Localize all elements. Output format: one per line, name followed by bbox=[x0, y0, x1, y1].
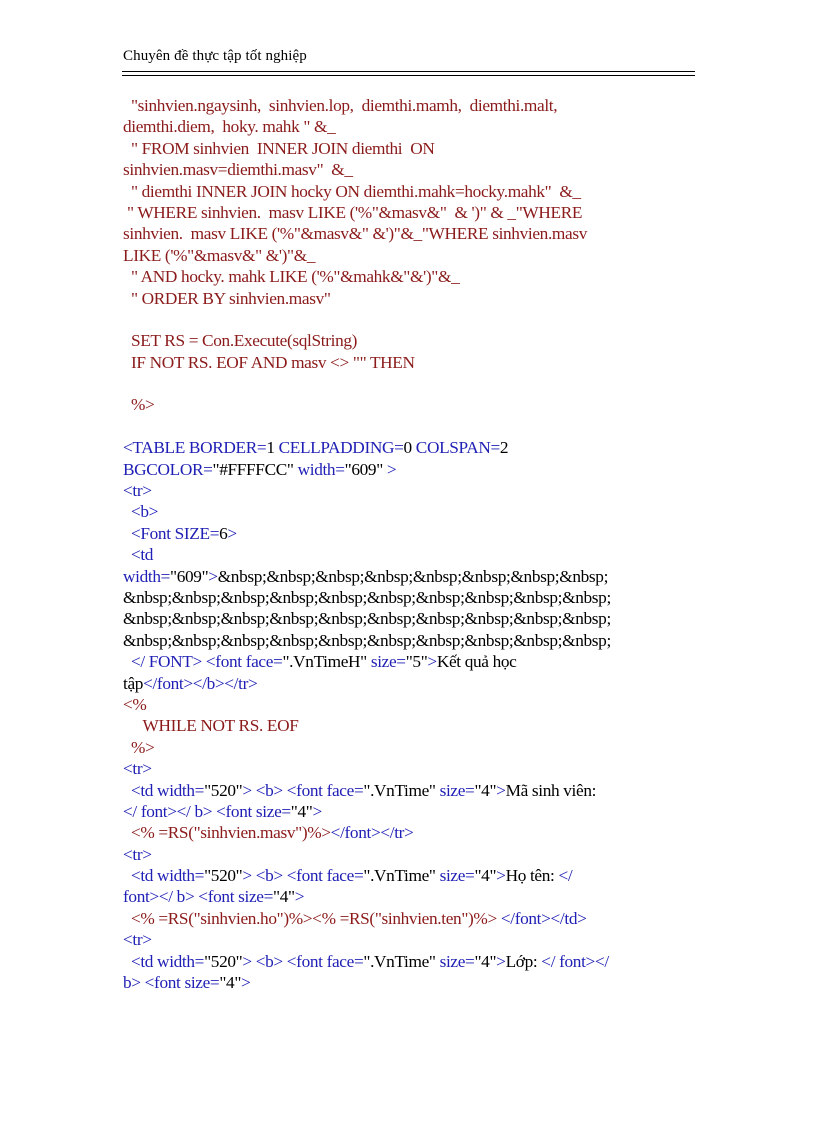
code-line bbox=[123, 394, 703, 415]
code-line bbox=[123, 223, 703, 244]
code-script: " FROM sinhvien INNER JOIN diemthi ON bbox=[130, 138, 435, 158]
code-script: " WHERE sinhvien. masv LIKE ('%"&masv&" & ')" & _"WHERE bbox=[126, 202, 583, 222]
code-line bbox=[123, 138, 703, 159]
code-script: <% =RS("sinhvien.masv")%> bbox=[130, 823, 331, 843]
code-line bbox=[123, 651, 703, 672]
code-line bbox=[123, 523, 703, 544]
code-text: "4" bbox=[474, 780, 497, 800]
code-text: &nbsp;&nbsp;&nbsp;&nbsp;&nbsp;&nbsp;&nbsp;&nbsp; bbox=[217, 566, 609, 586]
code-line bbox=[123, 972, 703, 993]
code-markup: <tr> bbox=[123, 759, 152, 779]
code-script: %> bbox=[130, 395, 155, 415]
code-script: "sinhvien.ngaysinh, sinhvien.lop, diemthi.mamh, diemthi.malt, bbox=[130, 96, 558, 115]
code-markup: > bbox=[312, 801, 322, 821]
code-markup: COLSPAN= bbox=[411, 438, 500, 458]
code-markup: > bbox=[496, 780, 506, 800]
code-markup: size= bbox=[366, 652, 406, 672]
code-line bbox=[123, 673, 703, 694]
code-indent bbox=[123, 353, 131, 372]
code-markup: </font></tr> bbox=[330, 823, 414, 843]
code-indent bbox=[123, 866, 131, 885]
code-markup: <tr> bbox=[123, 844, 152, 864]
code-line bbox=[123, 844, 703, 865]
code-markup: </font></b></tr> bbox=[143, 673, 258, 693]
code-line bbox=[123, 437, 703, 458]
code-script: LIKE ('%"&masv&" &')"&_ bbox=[123, 245, 316, 265]
code-markup: </ font></ b> <font size= bbox=[123, 801, 291, 821]
code-text: "4" bbox=[272, 887, 295, 907]
code-indent bbox=[123, 952, 131, 971]
code-markup: width= bbox=[123, 566, 171, 586]
code-line bbox=[123, 202, 703, 223]
code-line bbox=[123, 544, 703, 565]
code-text: "520" bbox=[204, 866, 243, 886]
code-markup: <td width= bbox=[130, 951, 205, 971]
code-indent bbox=[123, 96, 131, 115]
code-text: 2 bbox=[499, 438, 509, 458]
code-indent bbox=[123, 182, 131, 201]
code-line bbox=[123, 951, 703, 972]
code-script: <% bbox=[123, 694, 147, 714]
code-line bbox=[123, 908, 703, 929]
code-listing bbox=[123, 95, 703, 993]
code-markup: > <b> <font face= bbox=[242, 780, 364, 800]
code-line bbox=[123, 694, 703, 715]
code-line bbox=[123, 159, 703, 180]
code-markup: <tr> bbox=[123, 930, 152, 950]
code-line bbox=[123, 266, 703, 287]
code-text: tập bbox=[123, 673, 144, 693]
code-line bbox=[123, 116, 703, 137]
code-script: IF NOT RS. EOF AND masv <> "" THEN bbox=[130, 352, 415, 372]
code-text: "520" bbox=[204, 780, 243, 800]
code-markup: <Font SIZE= bbox=[130, 523, 220, 543]
code-markup: > bbox=[294, 887, 305, 907]
code-text: "609" bbox=[344, 459, 383, 479]
code-line bbox=[123, 822, 703, 843]
code-indent bbox=[123, 502, 131, 521]
code-markup: <td width= bbox=[130, 780, 205, 800]
code-text: &nbsp;&nbsp;&nbsp;&nbsp;&nbsp;&nbsp;&nbsp;&nbsp;&nbsp;&nbsp; bbox=[123, 609, 611, 629]
code-line bbox=[123, 801, 703, 822]
code-line bbox=[123, 95, 703, 116]
code-line bbox=[123, 181, 703, 202]
code-text: "4" bbox=[290, 801, 313, 821]
code-text: Lớp: bbox=[505, 951, 542, 971]
code-indent bbox=[123, 289, 131, 308]
blank-line bbox=[123, 416, 703, 437]
code-line bbox=[123, 608, 703, 629]
code-text: &nbsp;&nbsp;&nbsp;&nbsp;&nbsp;&nbsp;&nbsp;&nbsp;&nbsp;&nbsp; bbox=[123, 630, 611, 650]
code-markup: <b> bbox=[130, 502, 159, 522]
code-markup: > bbox=[427, 652, 437, 672]
code-markup: b> <font size= bbox=[123, 973, 220, 993]
code-line bbox=[123, 929, 703, 950]
code-line bbox=[123, 737, 703, 758]
code-line bbox=[123, 245, 703, 266]
code-markup: > bbox=[227, 523, 237, 543]
code-markup: BGCOLOR= bbox=[123, 459, 213, 479]
code-text: "4" bbox=[474, 951, 497, 971]
code-line bbox=[123, 758, 703, 779]
code-line bbox=[123, 288, 703, 309]
code-text: "4" bbox=[219, 973, 242, 993]
code-indent bbox=[123, 781, 131, 800]
code-indent bbox=[123, 909, 131, 928]
code-indent bbox=[123, 395, 131, 414]
blank-line bbox=[123, 309, 703, 330]
code-text: Kết quả học bbox=[436, 652, 517, 672]
code-text: ".VnTime" bbox=[363, 866, 436, 886]
code-line bbox=[123, 330, 703, 351]
code-markup: > bbox=[208, 566, 218, 586]
code-text: "5" bbox=[405, 652, 428, 672]
code-script: " diemthi INNER JOIN hocky ON diemthi.mahk=hocky.mahk" &_ bbox=[130, 181, 581, 201]
code-markup: width= bbox=[293, 459, 345, 479]
code-indent bbox=[123, 267, 131, 286]
code-markup: > bbox=[382, 459, 397, 479]
code-markup: size= bbox=[435, 866, 475, 886]
code-text: &nbsp;&nbsp;&nbsp;&nbsp;&nbsp;&nbsp;&nbsp;&nbsp;&nbsp;&nbsp; bbox=[123, 587, 611, 607]
code-indent bbox=[123, 524, 131, 543]
blank-line bbox=[123, 373, 703, 394]
code-markup: </ bbox=[558, 866, 573, 886]
code-text: 6 bbox=[219, 523, 228, 543]
code-markup: > bbox=[496, 951, 506, 971]
code-markup: > bbox=[241, 973, 251, 993]
code-indent bbox=[123, 545, 131, 564]
code-script: sinhvien. masv LIKE ('%"&masv&" &')"&_"WHERE sinhvien.masv bbox=[123, 224, 588, 244]
code-script: SET RS = Con.Execute(sqlString) bbox=[130, 331, 358, 351]
code-script: sinhvien.masv=diemthi.masv" &_ bbox=[123, 160, 353, 180]
code-text: Họ tên: bbox=[505, 866, 559, 886]
code-text: ".VnTime" bbox=[363, 780, 436, 800]
code-text: Mã sinh viên: bbox=[505, 780, 597, 800]
code-text: 0 bbox=[403, 438, 412, 458]
code-script: " ORDER BY sinhvien.masv" bbox=[130, 288, 331, 308]
code-markup: <tr> bbox=[123, 481, 152, 501]
code-markup: <TABLE BORDER= bbox=[123, 438, 267, 458]
code-text: 1 bbox=[266, 438, 275, 458]
code-markup: <td bbox=[130, 545, 154, 565]
code-indent bbox=[123, 331, 131, 350]
code-line bbox=[123, 715, 703, 736]
code-markup: > <b> <font face= bbox=[242, 951, 364, 971]
code-markup: <font face= bbox=[205, 652, 283, 672]
code-indent bbox=[123, 823, 131, 842]
code-indent bbox=[123, 652, 131, 671]
code-line bbox=[123, 566, 703, 587]
code-line bbox=[123, 501, 703, 522]
code-markup: font></ b> <font size= bbox=[123, 887, 273, 907]
code-markup: size= bbox=[435, 951, 475, 971]
code-script: %> bbox=[130, 737, 155, 757]
code-line bbox=[123, 459, 703, 480]
code-line bbox=[123, 587, 703, 608]
code-script: <% =RS("sinhvien.ho")%><% =RS("sinhvien.ten")%> bbox=[130, 908, 497, 928]
code-script: " AND hocky. mahk LIKE ('%"&mahk&"&')"&_ bbox=[130, 267, 460, 287]
code-markup: </font></td> bbox=[496, 908, 587, 928]
code-markup: > <b> <font face= bbox=[242, 866, 364, 886]
code-line bbox=[123, 480, 703, 501]
code-text: "#FFFFCC" bbox=[212, 459, 294, 479]
header-rule-thin bbox=[122, 75, 695, 76]
code-markup: size= bbox=[435, 780, 475, 800]
code-script: diemthi.diem, hoky. mahk " &_ bbox=[123, 117, 336, 137]
code-markup: > bbox=[496, 866, 506, 886]
code-text: "520" bbox=[204, 951, 243, 971]
code-script: WHILE NOT RS. EOF bbox=[142, 716, 299, 736]
code-markup: <td width= bbox=[130, 866, 205, 886]
code-markup: </ FONT> bbox=[130, 652, 202, 672]
code-text: ".VnTimeH" bbox=[282, 652, 367, 672]
page-header-title: Chuyên đề thực tập tốt nghiệp bbox=[123, 48, 307, 64]
code-line bbox=[123, 630, 703, 651]
code-indent bbox=[123, 738, 131, 757]
code-markup: CELLPADDING= bbox=[274, 438, 404, 458]
header-rule-thick bbox=[122, 71, 695, 72]
code-line bbox=[123, 780, 703, 801]
code-text: "609" bbox=[170, 566, 209, 586]
code-indent bbox=[123, 139, 131, 158]
code-text: ".VnTime" bbox=[363, 951, 436, 971]
code-line bbox=[123, 865, 703, 886]
code-markup: </ font></ bbox=[541, 951, 609, 971]
code-text: "4" bbox=[474, 866, 497, 886]
code-line bbox=[123, 886, 703, 907]
code-indent bbox=[123, 716, 143, 735]
code-line bbox=[123, 352, 703, 373]
